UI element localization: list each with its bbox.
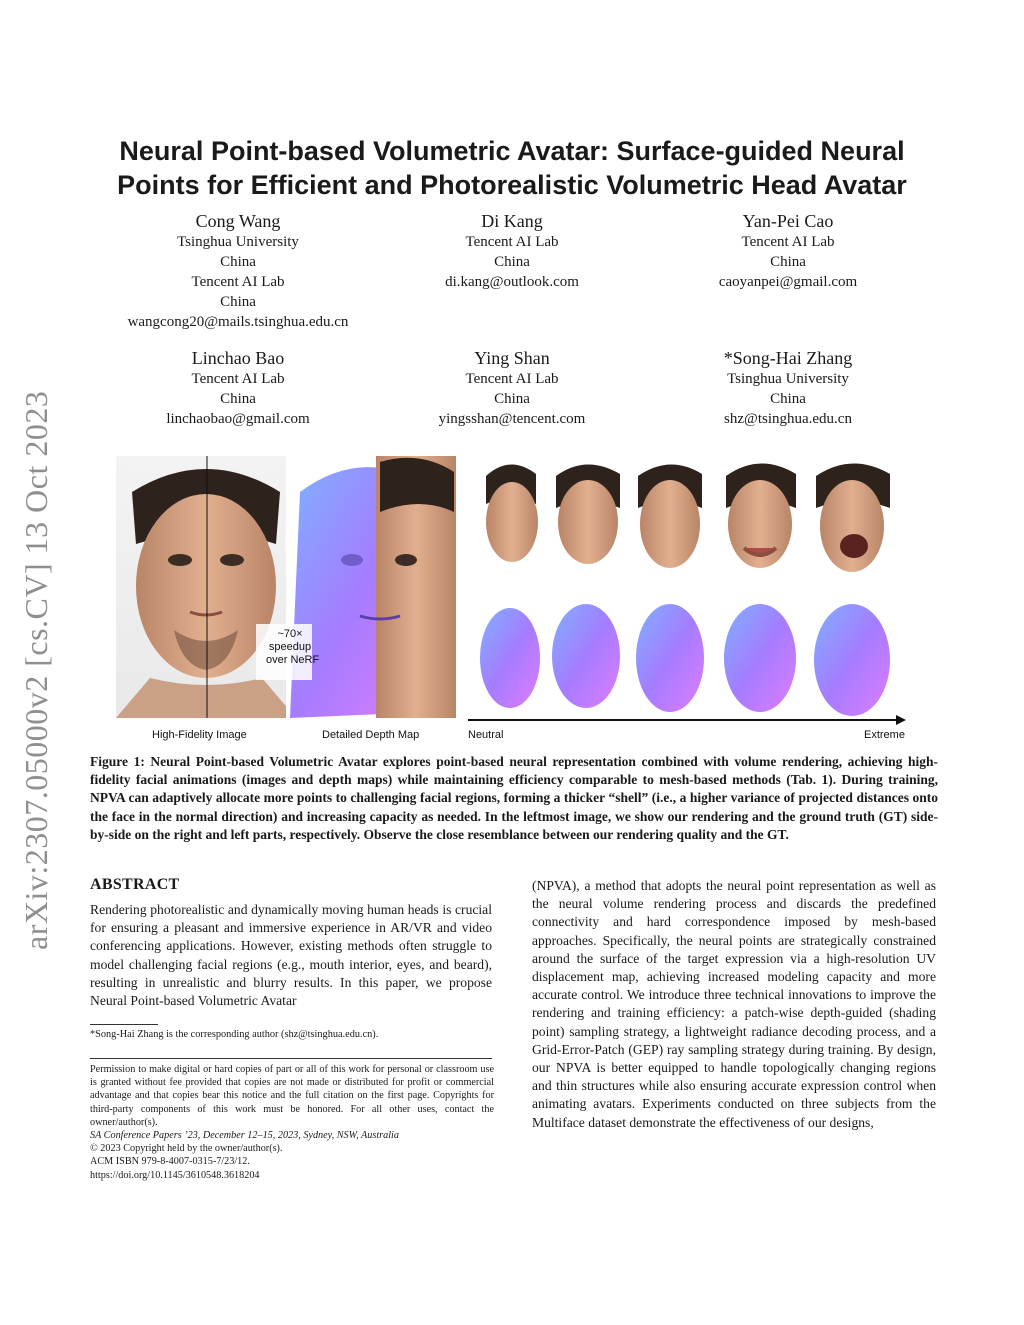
label-extreme: Extreme (864, 729, 905, 741)
speedup-value: ~70× (277, 628, 303, 640)
author-affil: Tencent AI Lab (465, 371, 559, 387)
abstract-left-column: Rendering photorealistic and dynamically moving human heads is crucial for ensuring a pleasant and immersive experience in AR/VR and video conferencing applications. However, existing methods often struggle to model challenging facial regions (e.g., mouth interior, eyes, and beard), resulting in unrealistic and blurry results. In this paper, we propose Neural Point-based Volumetric Avatar (90, 902, 492, 1009)
author-cong-wang (90, 210, 386, 332)
speedup-ref: over NeRF (266, 654, 320, 666)
title-line-1: Neural Point-based Volumetric Avatar: Surface-guided Neural (119, 136, 905, 166)
author-email: di.kang@outlook.com (445, 274, 579, 290)
author-di-kang (364, 210, 660, 292)
footnote-rule (90, 1024, 158, 1025)
permission-rule (90, 1058, 492, 1059)
author-affil: Tencent AI Lab (191, 274, 285, 290)
doi-link[interactable]: https://doi.org/10.1145/3610548.3618204 (90, 1169, 260, 1181)
author-country: China (220, 254, 256, 270)
author-affil: Tencent AI Lab (191, 371, 285, 387)
expression-col-2 (550, 456, 622, 716)
author-email: yingsshan@tencent.com (438, 411, 586, 427)
author-country: China (220, 391, 256, 407)
expression-col-1 (476, 456, 542, 716)
author-name: Linchao Bao (191, 348, 285, 368)
expression-sequence (476, 456, 896, 716)
abstract-right-column: (NPVA), a method that adopts the neural point representation as well as the neural volume rendering process and discards the predefined connectivity and hard correspondence imposed by mesh-based approaches. Specifically, the neural points are strategically constrained around the surface of the target expression via a high-resolution UV displacement map, achieving increased modeling capacity and more accurate control. We introduce three technical innovations to improve the rendering and training efficiency: a patch-wise depth-guided (shading point) sampling strategy, a lightweight radiance decoding process, and a Grid-Error-Patch (GEP) ray sampling strategy during training. By design, our NPVA is better equipped to handle topologically changing regions and thin structures while also ensuring accurate expression control when animating avatars. Experiments conducted on three subjects from the Multiface dataset demonstrate the effectiveness of our designs, (532, 878, 936, 1130)
permission-block (90, 1063, 494, 1182)
author-name: Cong Wang (195, 211, 281, 231)
author-yan-pei-cao (640, 210, 936, 292)
author-name: *Song-Hai Zhang (723, 348, 853, 368)
label-hifi-image: High-Fidelity Image (152, 729, 247, 741)
speedup-word: speedup (268, 641, 312, 653)
author-country: China (494, 254, 530, 270)
author-country: China (220, 294, 256, 310)
paper-title (60, 134, 964, 202)
author-name: Yan-Pei Cao (742, 211, 834, 231)
venue-line: SA Conference Papers ’23, December 12–15, 2023, Sydney, NSW, Australia (90, 1130, 399, 1142)
author-email: shz@tsinghua.edu.cn (724, 411, 852, 427)
figure-1 (90, 452, 936, 747)
author-affil: Tsinghua University (727, 371, 849, 387)
author-name: Di Kang (481, 211, 543, 231)
author-country: China (770, 254, 806, 270)
abstract-heading: ABSTRACT (90, 876, 180, 893)
author-affil: Tsinghua University (177, 234, 299, 250)
label-depth-map: Detailed Depth Map (322, 729, 420, 741)
expression-col-3 (630, 456, 710, 716)
author-email: wangcong20@mails.tsinghua.edu.cn (127, 314, 349, 330)
speedup-label (266, 628, 320, 667)
isbn-line: ACM ISBN 979-8-4007-0315-7/23/12. (90, 1156, 250, 1168)
expression-col-4 (718, 456, 804, 716)
title-line-2: Points for Efficient and Photorealistic Volumetric Head Avatar (117, 170, 907, 200)
expression-arrow (468, 715, 906, 725)
figure-1-artwork (90, 452, 936, 747)
author-song-hai-zhang (640, 347, 936, 429)
author-linchao-bao (90, 347, 386, 429)
label-neutral: Neutral (468, 729, 504, 741)
author-email: linchaobao@gmail.com (166, 411, 310, 427)
author-country: China (770, 391, 806, 407)
author-affil: Tencent AI Lab (741, 234, 835, 250)
copyright-line: © 2023 Copyright held by the owner/author(s). (90, 1143, 283, 1155)
figure-caption: Figure 1: Neural Point-based Volumetric Avatar explores point-based neural representation combined with volume rendering, achieving high-fidelity facial animations (images and depth maps) while maintaining efficiency comparable to mesh-based methods (Tab. 1). During training, NPVA can adaptively allocate more points to challenging facial regions, forming a thicker “shell” (i.e., a higher variance of projected distances onto the face in the normal direction) and increasing capacity as needed. In the leftmost image, we show our rendering and the ground truth (GT) side-by-side on the right and left parts, respectively. Observe the close resemblance between our rendering quality and the GT. (90, 754, 938, 842)
author-country: China (494, 391, 530, 407)
author-ying-shan (364, 347, 660, 429)
corresponding-author-footnote: *Song-Hai Zhang is the corresponding author (shz@tsinghua.edu.cn). (90, 1029, 379, 1040)
expression-col-5 (810, 456, 896, 716)
author-email: caoyanpei@gmail.com (718, 274, 858, 290)
author-affil: Tencent AI Lab (465, 234, 559, 250)
arxiv-side-stamp: arXiv:2307.05000v2 [cs.CV] 13 Oct 2023 (18, 390, 54, 950)
author-name: Ying Shan (474, 348, 550, 368)
permission-text: Permission to make digital or hard copies of part or all of this work for personal or classroom use is granted without fee provided that copies are not made or distributed for profit or commercial advantage and that copies bear this notice and the full citation on the first page. Copyrights for third-party components of this work must be honored. For all other uses, contact the owner/author(s). (90, 1064, 494, 1128)
